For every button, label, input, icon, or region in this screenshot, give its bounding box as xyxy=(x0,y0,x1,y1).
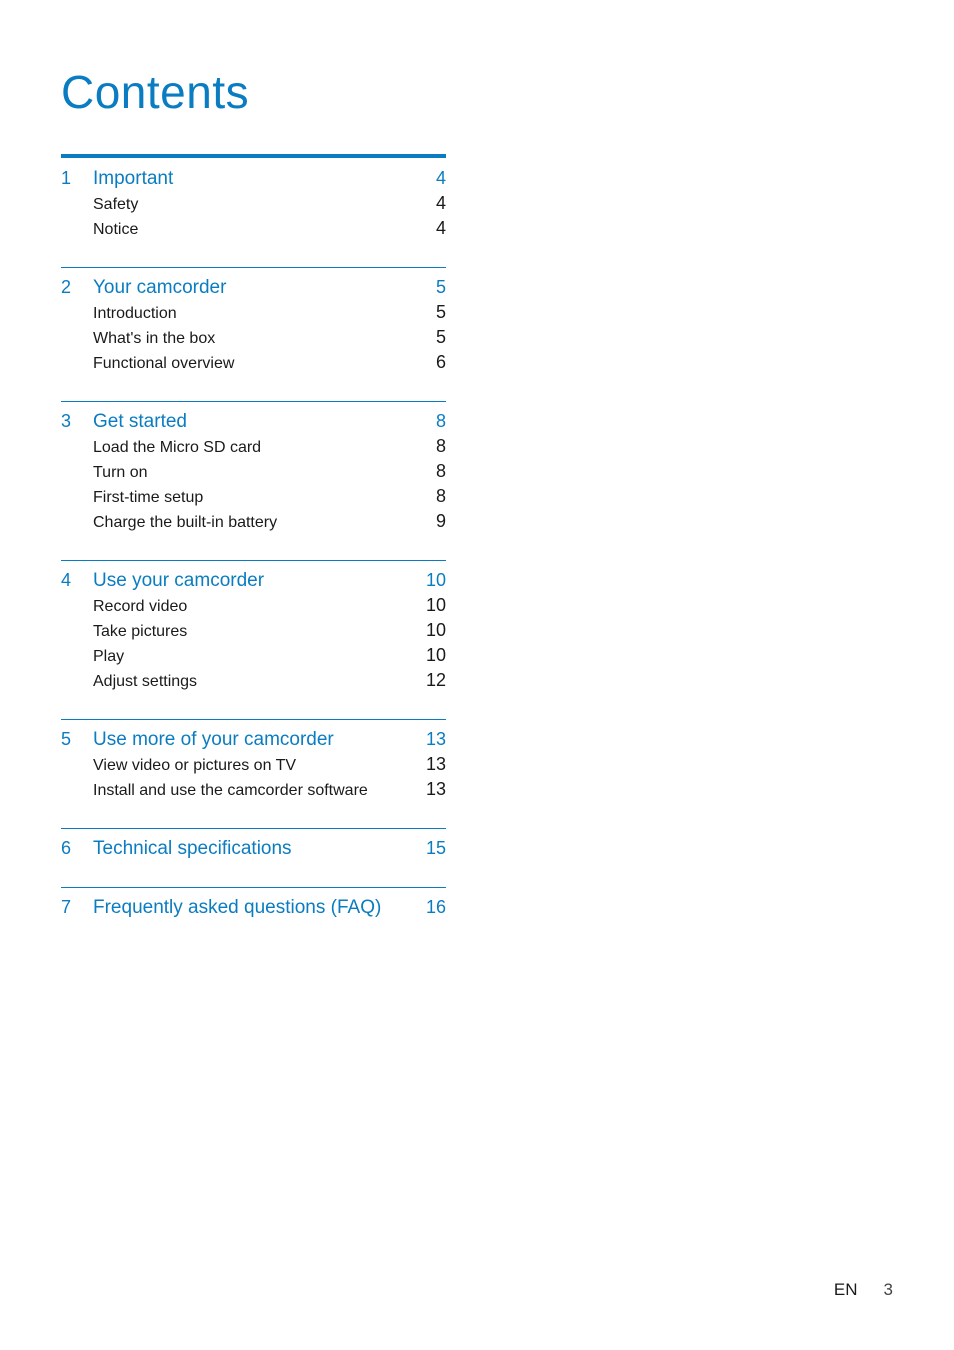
table-of-contents xyxy=(61,154,446,920)
entry-title[interactable]: Install and use the camcorder software xyxy=(93,782,368,799)
page-number: 16 xyxy=(425,897,446,917)
toc-entry[interactable] xyxy=(61,618,446,643)
page-number: 10 xyxy=(425,620,446,640)
page-number: 15 xyxy=(425,838,446,858)
toc-entry[interactable] xyxy=(61,434,446,459)
toc-heading-row[interactable] xyxy=(61,895,446,920)
section-number: 2 xyxy=(61,277,72,297)
page-number: 8 xyxy=(435,486,446,506)
page-number: 8 xyxy=(435,461,446,481)
toc-entry[interactable] xyxy=(61,484,446,509)
page-number: 8 xyxy=(435,436,446,456)
entry-title[interactable]: Functional overview xyxy=(93,355,235,372)
toc-heading-row[interactable] xyxy=(61,836,446,861)
page-number: 4 xyxy=(435,218,446,238)
entry-title[interactable]: Introduction xyxy=(93,305,177,322)
language-code: EN xyxy=(833,1280,858,1299)
toc-section-4 xyxy=(61,560,446,693)
page-number: 10 xyxy=(425,645,446,665)
entry-title[interactable]: Play xyxy=(93,648,125,665)
toc-heading-row[interactable] xyxy=(61,166,446,191)
entry-title[interactable]: Turn on xyxy=(93,464,148,481)
section-title[interactable]: Your camcorder xyxy=(93,277,227,298)
toc-section-1 xyxy=(61,154,446,241)
page-number: 6 xyxy=(435,352,446,372)
toc-section-6 xyxy=(61,828,446,861)
toc-heading-row[interactable] xyxy=(61,275,446,300)
toc-section-5 xyxy=(61,719,446,802)
entry-title[interactable]: Notice xyxy=(93,221,139,238)
toc-entry[interactable] xyxy=(61,752,446,777)
page-number: 5 xyxy=(435,302,446,322)
entry-title[interactable]: What's in the box xyxy=(93,330,216,347)
page-number: 8 xyxy=(435,411,446,431)
entry-title[interactable]: Safety xyxy=(93,196,139,213)
entry-title[interactable]: Adjust settings xyxy=(93,673,198,690)
toc-heading-row[interactable] xyxy=(61,727,446,752)
footer-page-number: 3 xyxy=(883,1280,893,1299)
page-number: 5 xyxy=(435,277,446,297)
toc-section-2 xyxy=(61,267,446,375)
page-number: 10 xyxy=(425,595,446,615)
page-number: 5 xyxy=(435,327,446,347)
toc-entry[interactable] xyxy=(61,777,446,802)
toc-heading-row[interactable] xyxy=(61,568,446,593)
toc-entry[interactable] xyxy=(61,643,446,668)
section-number: 6 xyxy=(61,838,72,858)
page-footer xyxy=(834,1278,893,1302)
entry-title[interactable]: First-time setup xyxy=(93,489,204,506)
page-number: 13 xyxy=(425,779,446,799)
section-number: 3 xyxy=(61,411,72,431)
section-number: 1 xyxy=(61,168,72,188)
page-number: 9 xyxy=(435,511,446,531)
toc-entry[interactable] xyxy=(61,509,446,534)
page-number: 13 xyxy=(425,754,446,774)
toc-section-3 xyxy=(61,401,446,534)
section-number: 7 xyxy=(61,897,72,917)
page-number: 13 xyxy=(425,729,446,749)
entry-title[interactable]: Take pictures xyxy=(93,623,188,640)
toc-entry[interactable] xyxy=(61,216,446,241)
page-number: 4 xyxy=(435,168,446,188)
entry-title[interactable]: Charge the built-in battery xyxy=(93,514,278,531)
section-number: 4 xyxy=(61,570,72,590)
section-title[interactable]: Technical specifications xyxy=(93,838,292,859)
entry-title[interactable]: Record video xyxy=(93,598,188,615)
toc-entry[interactable] xyxy=(61,350,446,375)
section-title[interactable]: Use more of your camcorder xyxy=(93,729,334,750)
toc-entry[interactable] xyxy=(61,593,446,618)
toc-entry[interactable] xyxy=(61,459,446,484)
toc-section-7 xyxy=(61,887,446,920)
page-number: 4 xyxy=(435,193,446,213)
page-number: 12 xyxy=(425,670,446,690)
section-title[interactable]: Important xyxy=(93,168,174,189)
toc-entry[interactable] xyxy=(61,668,446,693)
toc-entry[interactable] xyxy=(61,191,446,216)
toc-heading-row[interactable] xyxy=(61,409,446,434)
section-title[interactable]: Use your camcorder xyxy=(93,570,265,591)
page-number: 10 xyxy=(425,570,446,590)
section-title[interactable]: Get started xyxy=(93,411,187,432)
section-title[interactable]: Frequently asked questions (FAQ) xyxy=(93,897,382,918)
section-number: 5 xyxy=(61,729,72,749)
entry-title[interactable]: Load the Micro SD card xyxy=(93,439,262,456)
entry-title[interactable]: View video or pictures on TV xyxy=(93,757,297,774)
toc-entry[interactable] xyxy=(61,325,446,350)
page-title: Contents xyxy=(61,66,250,118)
toc-entry[interactable] xyxy=(61,300,446,325)
